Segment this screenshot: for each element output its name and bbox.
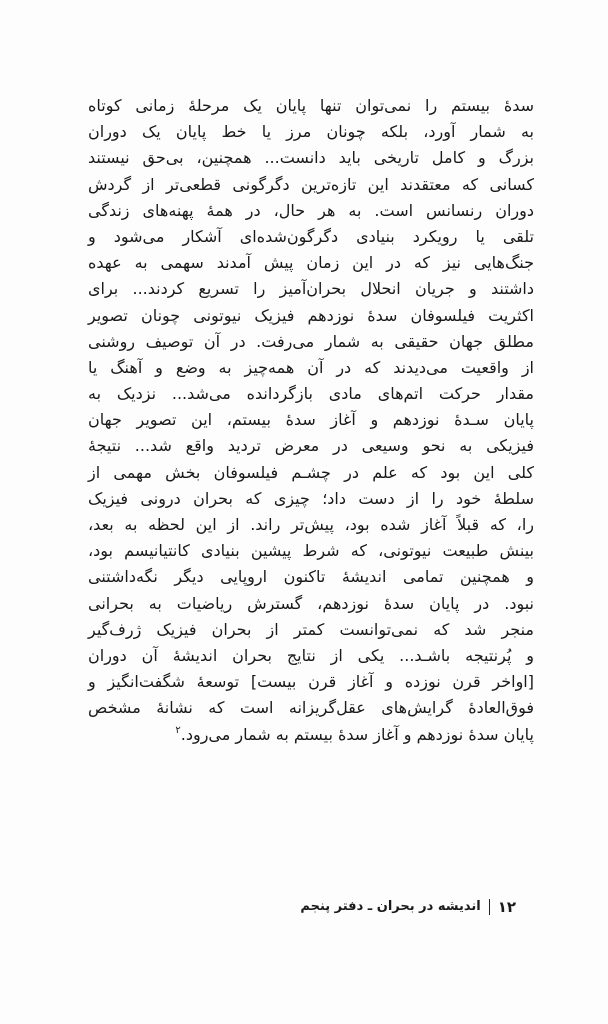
text-line: از واقعیت می‌دیدند که در آن همه‌چیز به وضع و آهنگ یا (88, 357, 534, 377)
text-line: را، که قبلاً آغاز شده بود، پیش‌تر راند. از این لحظه به بعد، (88, 515, 534, 534)
text-line: نبود. در پایان سدهٔ نوزدهم، گسترش ریاضیات به بحرانی (88, 593, 534, 613)
text-line: پایان سـدهٔ نوزدهم و آغاز سدهٔ بیستم، این تصویر جهان (88, 410, 534, 430)
text-line: فوق‌العادهٔ گرایش‌های عقل‌گریزانه است که نشانهٔ مشخص (88, 698, 534, 718)
text-line: فیزیکی به نحو وسیعی در معرض تردید واقع شد... نتیجهٔ (88, 436, 534, 456)
text-line: داشتند و جریان انحلال بحران‌آمیز را تسریع کردند... برای (88, 279, 534, 299)
text-line: تلقی یا رویکرد بنیادی دگرگون‌شده‌ای آشکار می‌شود و (88, 226, 534, 246)
text-line: بینش طبیعت نیوتونی، که شرط پیشین بنیادی کانتیانیسم بود، (88, 541, 534, 561)
text-line: اکثریت فیلسوفان سدهٔ نوزدهم فیزیک نیوتونی چونان تصویر (88, 305, 534, 325)
text-line: منجر شد که نمی‌توانست کمتر از بحران فیزیک ژرف‌گیر (88, 619, 534, 639)
text-line-last (88, 722, 534, 748)
page-footer (300, 897, 516, 917)
text-line: و همچنین تمامی اندیشهٔ تاکنون اروپایی دیگر نگه‌داشتنی (88, 567, 534, 587)
text-line: سدهٔ بیستم را نمی‌توان تنها پایان یک مرحلهٔ زمانی کوتاه (88, 96, 534, 115)
footnote-marker: ۲ (175, 725, 181, 737)
running-title: اندیشه در بحران ـ دفتر پنجم (300, 899, 481, 914)
text-line: دوران رنسانس است. به هر حال، در همهٔ پهنه‌های زندگی (88, 200, 534, 220)
text-line: و پُرنتیجه باشـد... یکی از نتایج بحران اندیشهٔ آن دوران (88, 645, 534, 665)
text-line: [اواخر قرن نوزده و آغاز قرن بیست] توسعهٔ شگفت‌انگیز و (88, 672, 534, 692)
footer-divider (489, 899, 490, 915)
last-line-text: پایان سدهٔ نوزدهم و آغاز سدهٔ بیستم به شمار می‌رود. (180, 724, 534, 744)
text-line: بزرگ و کامل تاریخی باید دانست... همچنین، بی‌حق نیستند (88, 148, 534, 168)
text-line: مقدار حرکت اتم‌های مادی بازگردانده می‌شد... نزدیک به (88, 384, 534, 404)
text-line: مطلق جهان حقیقی به شمار می‌رفت. در آن توصیف روشنی (88, 331, 534, 351)
text-line: کسانی که معتقدند این تازه‌ترین دگرگونی قطعی‌تر از گردش (88, 174, 534, 194)
page-number: ۱۲ (497, 898, 516, 916)
body-text (88, 93, 534, 748)
text-line: به شمار آورد، بلکه چونان مرز یا خط پایان یک دوران (88, 122, 534, 142)
text-line: کلی این بود که علم در چشـم فیلسوفان بخش مهمی از (88, 462, 534, 482)
text-line: جنگ‌هایی نیز که در این زمان پیش آمدند سهمی به عهده (88, 253, 534, 273)
text-line: سلطهٔ خود را از دست داد؛ چیزی که بحران درونی فیزیک (88, 488, 534, 508)
